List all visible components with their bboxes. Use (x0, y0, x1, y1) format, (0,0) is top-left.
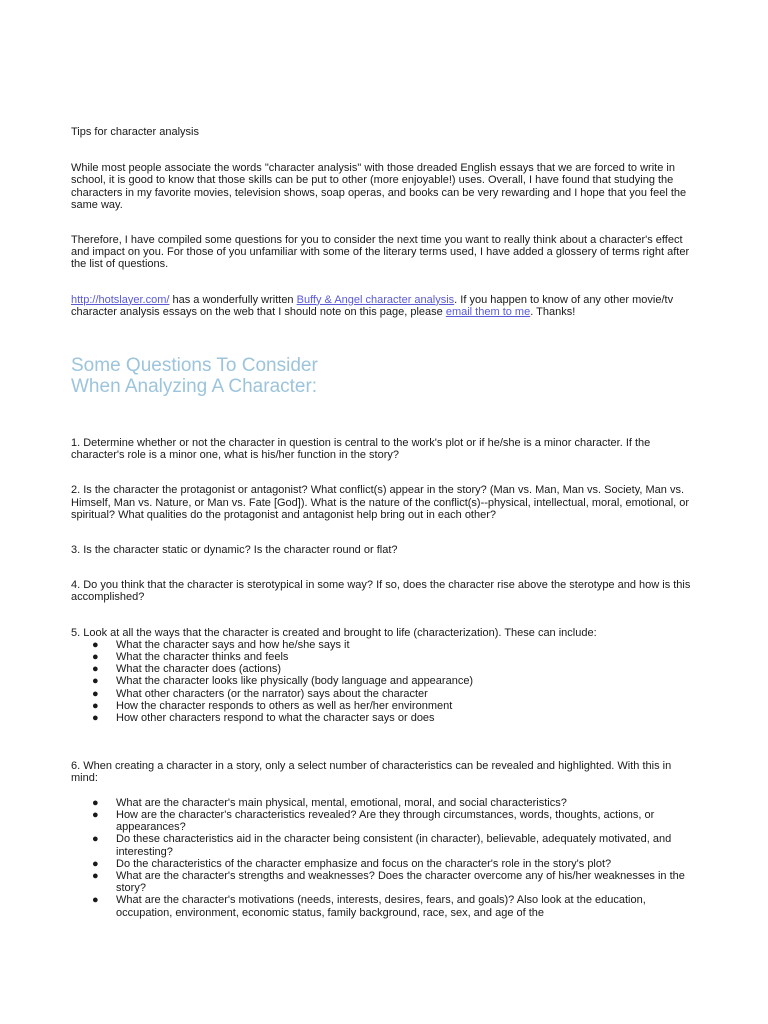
section-heading (71, 355, 695, 397)
bullet-icon: ● (92, 638, 99, 651)
list-item: ● What the character thinks and feels (92, 651, 289, 664)
document-title: Tips for character analysis (71, 126, 199, 138)
links-text-2: . If you happen to know of any other movie/tv character analysis essays on the web that I should note on this page, please (71, 293, 674, 318)
bullet-icon: ● (92, 687, 99, 700)
question-2: 2. Is the character the protagonist or antagonist? What conflict(s) appear in the story? (Man vs. Man, Man vs. Society, Man vs. Himself, Man vs. Nature, or Man vs. Fate [God]). What is the nature of the conflict(s)--physical, intellectual, moral, emotional, or spiritual? What qualities do the protagonist and antagonist help bring out in each other? (71, 484, 690, 521)
list-item: ● Do these characteristics aid in the character being consistent (in character), believable, adequately motivated, and interesting? (92, 833, 672, 858)
question-6-intro: 6. When creating a character in a story, only a select number of characteristics can be revealed and highlighted. With this in mind: (71, 760, 672, 785)
bullet-icon: ● (92, 808, 99, 821)
hotslayer-link[interactable]: http://hotslayer.com/ (71, 293, 170, 306)
characterization-list (71, 639, 695, 724)
email-link[interactable]: email them to me (445, 305, 531, 318)
bullet-icon: ● (92, 857, 99, 870)
bullet-icon: ● (92, 869, 99, 882)
bullet-icon: ● (92, 699, 99, 712)
document-body (71, 126, 695, 919)
list-item: ● What are the character's motivations (needs, interests, desires, fears, and goals)? Also look at the education, occupation, environment, economic status, family background, race, sex, and age of the (92, 894, 646, 919)
links-text-3: . Thanks! (530, 305, 576, 318)
characteristics-list (71, 797, 695, 919)
question-5-intro: 5. Look at all the ways that the character is created and brought to life (characterization). These can include: (71, 626, 597, 639)
links-paragraph (71, 294, 695, 318)
buffy-angel-analysis-link[interactable]: Buffy & Angel character analysis (296, 293, 455, 306)
question-5 (71, 627, 695, 725)
list-item: ● What are the character's strengths and weaknesses? Does the character overcome any of his/her weaknesses in the story? (92, 869, 685, 895)
intro-paragraph-1: While most people associate the words "character analysis" with those dreaded English essays that we are forced to write in school, it is good to know that those skills can be put to other (more enjoyable!) uses. Overall, I have found that studying the characters in my favorite movies, television shows, soap operas, and books can be very rewarding and I hope that you feel the same way. (71, 162, 687, 211)
bullet-icon: ● (92, 796, 99, 809)
question-3: 3. Is the character static or dynamic? Is the character round or flat? (71, 544, 398, 557)
list-item: ● What the character looks like physically (body language and appearance) (92, 675, 474, 688)
list-item: ● How other characters respond to what the character says or does (92, 712, 435, 725)
bullet-icon: ● (92, 894, 99, 907)
list-item: ● What the character says and how he/she says it (92, 638, 350, 651)
bullet-icon: ● (92, 651, 99, 664)
bullet-icon: ● (92, 833, 99, 846)
bullet-icon: ● (92, 663, 99, 676)
heading-line-1: Some Questions To Consider (71, 355, 318, 377)
intro-paragraph-2: Therefore, I have compiled some questions for you to consider the next time you want to really think about a character's effect and impact on you. For those of you unfamiliar with some of the literary terms used, I have added a glossery of terms right after the list of questions. (71, 234, 690, 271)
list-item: ● What other characters (or the narrator) says about the character (92, 687, 428, 700)
list-item: ● What are the character's main physical, mental, emotional, moral, and social characteristics? (92, 796, 567, 809)
question-6 (71, 760, 695, 918)
list-item: ● What the character does (actions) (92, 663, 282, 676)
question-4: 4. Do you think that the character is sterotypical in some way? If so, does the character rise above the sterotype and how is this accomplished? (71, 579, 691, 604)
bullet-icon: ● (92, 712, 99, 725)
bullet-icon: ● (92, 675, 99, 688)
list-item: ● How are the character's characteristics revealed? Are they through circumstances, words, thoughts, actions, or appearances? (92, 808, 655, 834)
list-item: ● How the character responds to others as well as her/her environment (92, 699, 453, 712)
links-text-1: has a wonderfully written (169, 293, 297, 306)
heading-line-2: When Analyzing A Character: (71, 376, 318, 398)
list-item: ● Do the characteristics of the character emphasize and focus on the character's role in the story's plot? (92, 857, 612, 870)
question-1: 1. Determine whether or not the character in question is central to the work's plot or if he/she is a minor character. If the character's role is a minor one, what is his/her function in the story? (71, 437, 651, 462)
